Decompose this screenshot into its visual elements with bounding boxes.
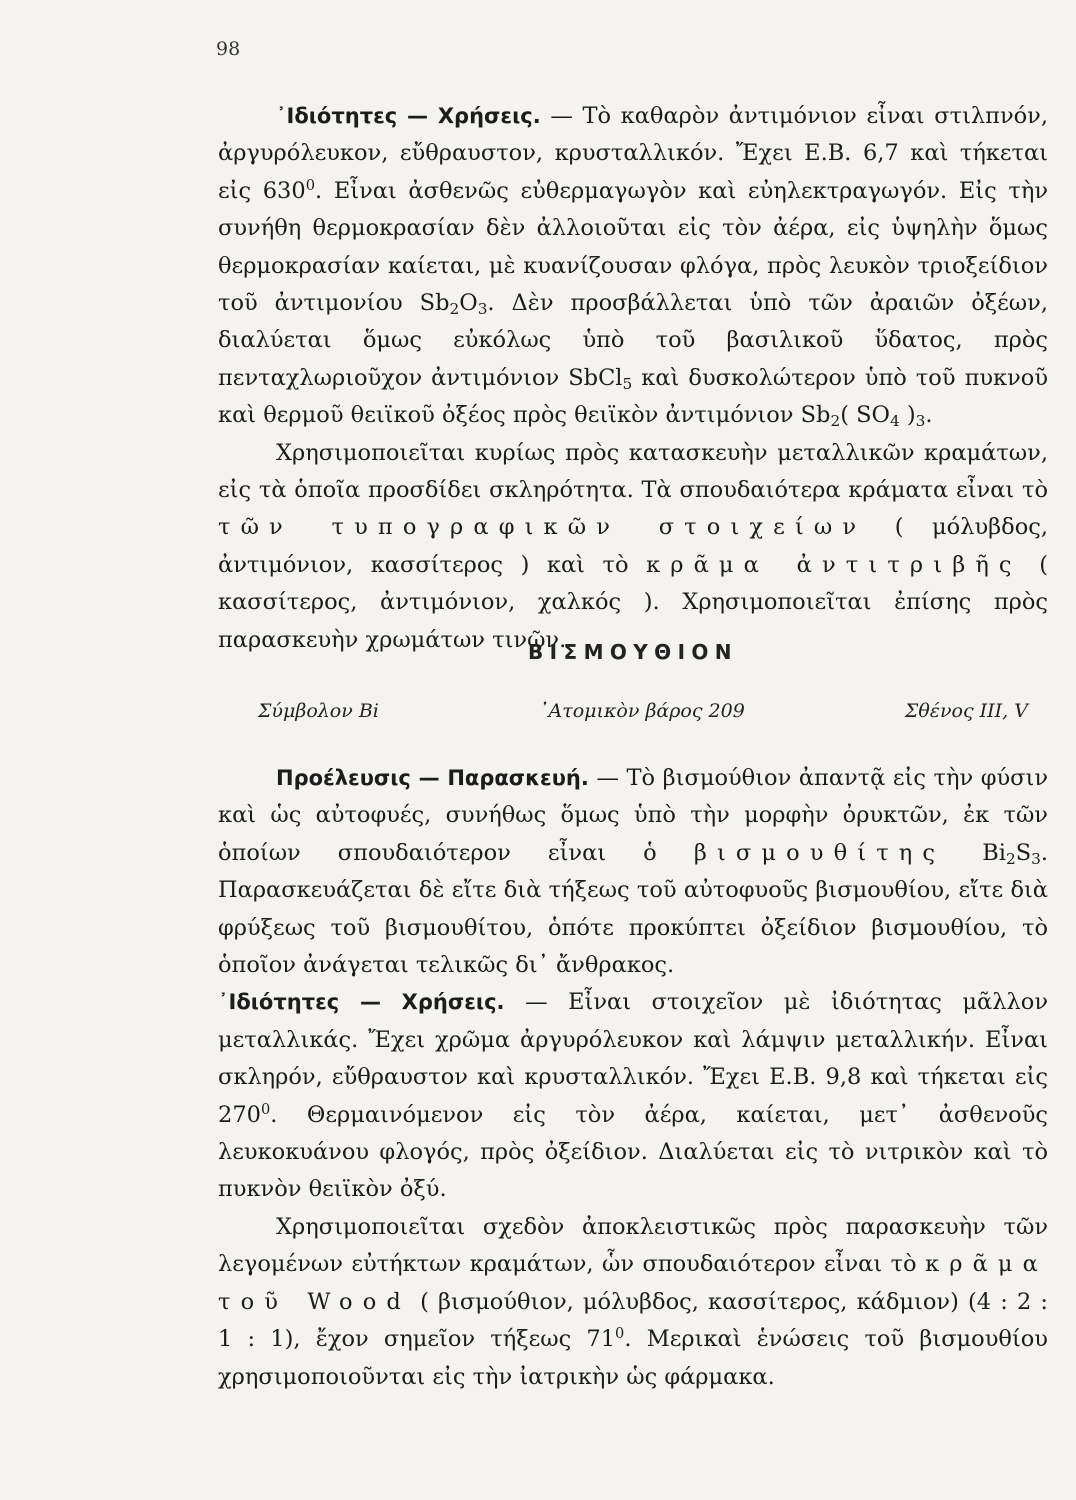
text-run: Χρησιμοποιεῖται σχεδὸν ἀποκλειστικῶς πρὸς παρασκευὴν τῶν λεγομένων εὐτήκτων κραμάτων, ὧν σπουδαιότερον εἶναι τὸ [218, 1213, 1048, 1278]
subscript: 2 [449, 299, 460, 318]
subscript: 3 [1031, 849, 1041, 868]
degree-mark: 0 [305, 176, 315, 194]
text-run: — Τὸ βισμούθιον ἀπαντᾷ εἰς τὴν φύσιν καὶ ὡς αὐτοφυές, συνήθως ὅμως ὑπὸ τὴν μορφὴν ὀρυκτῶν, ἐκ τῶν ὁποίων σπουδαιότερον εἶναι ὁ [218, 765, 1049, 866]
text-run: . Παρασκευάζεται δὲ εἴτε διὰ τήξεως τοῦ αὐτοφυοῦς βισμουθίου, εἴτε διὰ φρύξεως τοῦ βισμουθίτου, ὁπότε προκύπτει ὀξείδιον βισμουθίου, τὸ ὁποῖον ἀνάγεται τελικῶς δι᾿ ἄνθρακος. [218, 839, 1049, 979]
formula-part: O [459, 290, 478, 317]
subscript: 3 [477, 299, 488, 318]
bismuth-section [218, 760, 1048, 1396]
antimony-properties-section [218, 98, 1048, 659]
antimony-uses-paragraph [218, 435, 1048, 659]
text-run: ( βισμούθιον, μόλυβδος, κασσίτερος, κάδμιον) (4 : 2 : 1 : 1), ἔχον σημεῖον τήξεως 71 [218, 1288, 1049, 1353]
antimony-properties-heading: ᾿Ιδιότητες — Χρήσεις. [276, 104, 541, 128]
text-run: — Εἶναι στοιχεῖον μὲ ἰδιότητας μᾶλλον μεταλλικάς. Ἔχει χρῶμα ἀργυρόλευκον καὶ λάμψιν μεταλλικήν. Εἶναι σκληρόν, εὔθραυστον καὶ κρυσταλλικόν. Ἔχει Ε.Β. 9,8 καὶ τήκεται εἰς 270 [218, 989, 1048, 1128]
emphasized-term: κρᾶμα ἀντιτριβῆς [646, 551, 1022, 578]
subscript: 3 [915, 412, 926, 431]
element-symbol: Σύμβολον Bi [258, 700, 379, 722]
valence: Σθένος III, V [904, 700, 1028, 722]
formula-part: Bi [945, 839, 1006, 866]
emphasized-term: κρᾶμα τοῦ Wood [218, 1251, 1048, 1315]
degree-mark: 0 [260, 1100, 271, 1118]
atomic-weight: ᾿Ατομικὸν βάρος 209 [538, 700, 745, 722]
text-run: . Θερμαινόμενον εἰς τὸν ἀέρα, καίεται, μετ᾿ ἀσθενοῦς λευκοκυάνου φλογός, πρὸς ὀξείδιον. Διαλύεται εἰς τὸ νιτρικὸν καὶ τὸ πυκνὸν θειϊκὸν ὀξύ. [218, 1101, 1048, 1203]
subscript: 2 [830, 412, 841, 431]
section-title: ΒΙΣΜΟΥΘΙΟΝ [528, 640, 738, 664]
formula-part: ( SO [840, 402, 890, 429]
text-run: ( κασσίτερος, ἀντιμόνιον, χαλκός ). Χρησιμοποιεῖται ἐπίσης πρὸς παρασκευὴν χρωμάτων τινῶν. [218, 551, 1049, 653]
text-run: . Μερικαὶ ἑνώσεις τοῦ βισμουθίου χρησιμοποιοῦνται εἰς τὴν ἰατρικὴν ὡς φάρμακα. [218, 1326, 1048, 1390]
element-metadata-row [258, 700, 1028, 722]
bismuth-origin-paragraph [218, 760, 1048, 984]
text-run: ( μόλυβδος, ἀντιμόνιον, κασσίτερος ) καὶ τὸ [218, 514, 1048, 578]
text-run: — Τὸ καθαρὸν ἀντιμόνιον εἶναι στιλπνόν, ἀργυρόλευκον, εὔθραυστον, κρυσταλλικόν. Ἔχει Ε.Β. 6,7 καὶ τήκεται εἰς 630 [218, 103, 1048, 204]
page-number: 98 [216, 38, 241, 60]
subscript: 5 [622, 374, 633, 393]
bismuth-origin-heading: Προέλευσις — Παρασκευή. [276, 766, 589, 790]
antimony-properties-paragraph [218, 98, 1048, 435]
bismuth-properties-heading: ᾿Ιδιότητες — Χρήσεις. [218, 990, 505, 1015]
subscript: 2 [1005, 849, 1016, 868]
emphasized-term: τῶν τυπογραφικῶν στοιχείων [218, 514, 867, 541]
text-run: . [925, 402, 933, 429]
emphasized-term: βισμουθίτης [693, 839, 946, 866]
text-run: . Δὲν προσβάλλεται ὑπὸ τῶν ἀραιῶν ὀξέων, διαλύεται ὅμως εὐκόλως ὑπὸ τοῦ βασιλικοῦ ὕδατος, πρὸς πενταχλωριοῦχον ἀντιμόνιον SbCl [218, 290, 1048, 391]
text-run: Χρησιμοποιεῖται κυρίως πρὸς κατασκευὴν μεταλλικῶν κραμάτων, εἰς τὰ ὁποῖα προσδίδει σκληρότητα. Τὰ σπουδαιότερα κράματα εἶναι τὸ [218, 439, 1048, 504]
text-run: καὶ δυσκολώτερον ὑπὸ τοῦ πυκνοῦ καὶ θερμοῦ θειϊκοῦ ὀξέος πρὸς θειϊκὸν ἀντιμόνιον Sb [218, 364, 1048, 429]
bismuth-properties-paragraph [218, 984, 1048, 1208]
formula-part: ) [899, 402, 916, 429]
text-run: . Εἶναι ἀσθενῶς εὐθερμαγωγὸν καὶ εὐηλεκτραγωγόν. Εἰς τὴν συνήθη θερμοκρασίαν δὲν ἀλλοιοῦται εἰς τὸν ἀέρα, εἰς ὑψηλὴν ὅμως θερμοκρασίαν καίεται, μὲ κυανίζουσαν φλόγα, πρὸς λευκὸν τριοξείδιον τοῦ ἀντιμονίου Sb [218, 177, 1048, 317]
degree-mark: 0 [615, 1325, 625, 1343]
bismuth-uses-paragraph [218, 1209, 1048, 1396]
formula-part: S [1015, 839, 1032, 866]
subscript: 4 [889, 412, 900, 431]
